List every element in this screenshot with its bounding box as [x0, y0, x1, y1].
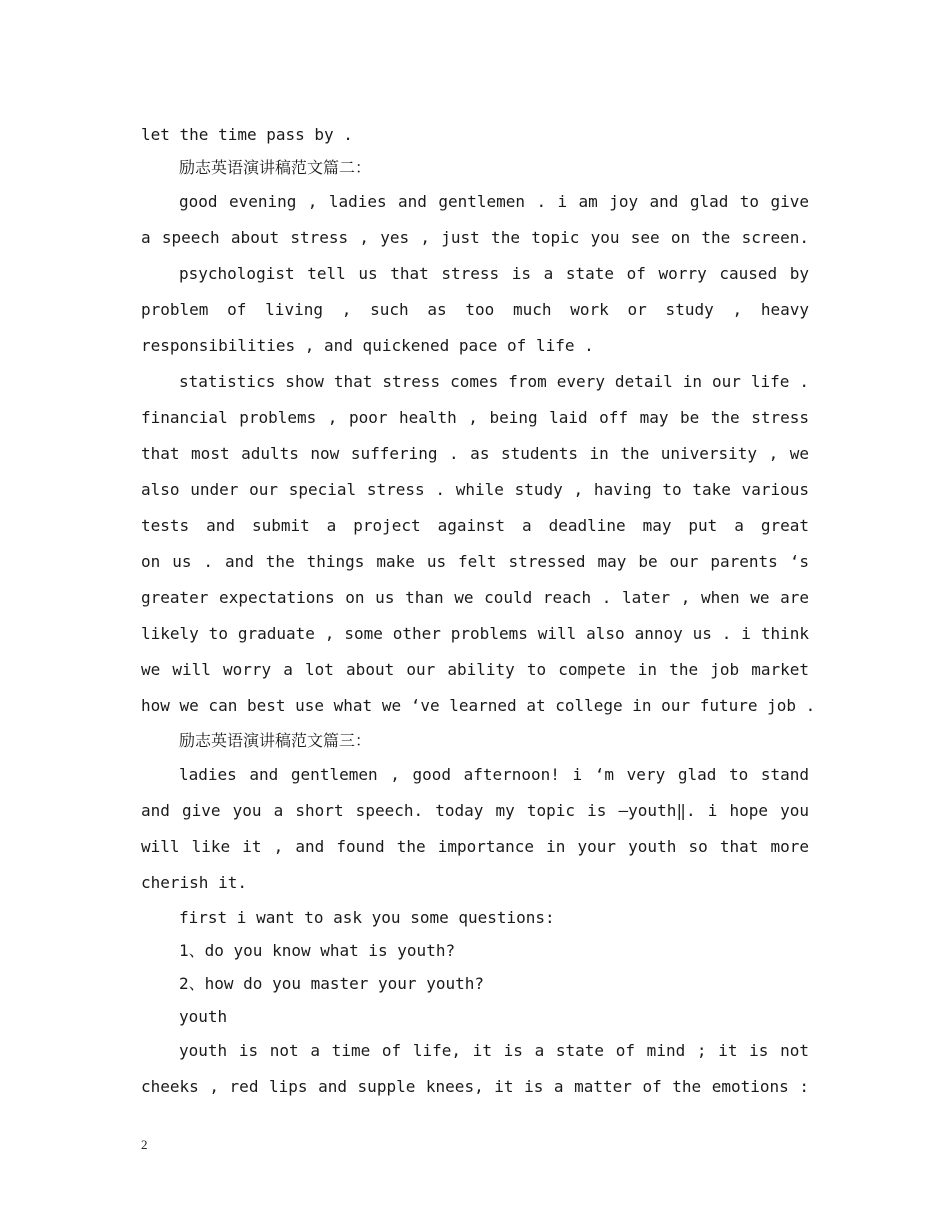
text-line: financial problems , poor health , being laid off may be the stress — [141, 408, 809, 427]
text-line: youth is not a time of life, it is a state of mind ; it is not — [179, 1041, 809, 1060]
section-heading: 励志英语演讲稿范文篇二： — [179, 158, 372, 177]
text-line: that most adults now suffering . as students in the university , we — [141, 444, 809, 463]
text-line: greater expectations on us than we could reach . later , when we are — [141, 588, 809, 607]
text-line: a speech about stress , yes , just the topic you see on the screen. — [141, 228, 809, 247]
text-line: psychologist tell us that stress is a state of worry caused by — [179, 264, 809, 283]
text-line: let the time pass by . — [141, 125, 353, 144]
text-line: ladies and gentlemen , good afternoon! i ‘m very glad to stand — [179, 765, 809, 784]
text-line: statistics show that stress comes from every detail in our life . — [179, 372, 809, 391]
text-line: cheeks , red lips and supple knees, it is a matter of the emotions : — [141, 1077, 809, 1096]
section-heading: 励志英语演讲稿范文篇三： — [179, 731, 372, 750]
text-line: cherish it. — [141, 873, 247, 892]
text-line: also under our special stress . while study , having to take various — [141, 480, 809, 499]
page-number: 2 — [141, 1137, 148, 1152]
body-text — [141, 118, 816, 1105]
text-line: how we can best use what we ‘ve learned at college in our future job . — [141, 696, 816, 715]
text-line: youth — [179, 1007, 228, 1026]
text-line: likely to graduate , some other problems will also annoy us . i think — [141, 624, 809, 643]
text-line: and give you a short speech. today my topic is ―youth‖. i hope you — [141, 801, 809, 820]
text-line: we will worry a lot about our ability to compete in the job market — [141, 660, 809, 679]
text-line: responsibilities , and quickened pace of life . — [141, 336, 594, 355]
text-line: good evening , ladies and gentlemen . i am joy and glad to give — [179, 192, 809, 211]
list-item: 2、how do you master your youth? — [179, 974, 484, 993]
text-line: first i want to ask you some questions: — [179, 908, 555, 927]
text-line: problem of living , such as too much work or study , heavy — [141, 300, 809, 319]
list-item: 1、do you know what is youth? — [179, 941, 456, 960]
text-line: on us . and the things make us felt stressed may be our parents ‘s — [141, 552, 809, 571]
text-line: will like it , and found the importance in your youth so that more — [141, 837, 809, 856]
text-line: tests and submit a project against a deadline may put a great — [141, 516, 809, 535]
